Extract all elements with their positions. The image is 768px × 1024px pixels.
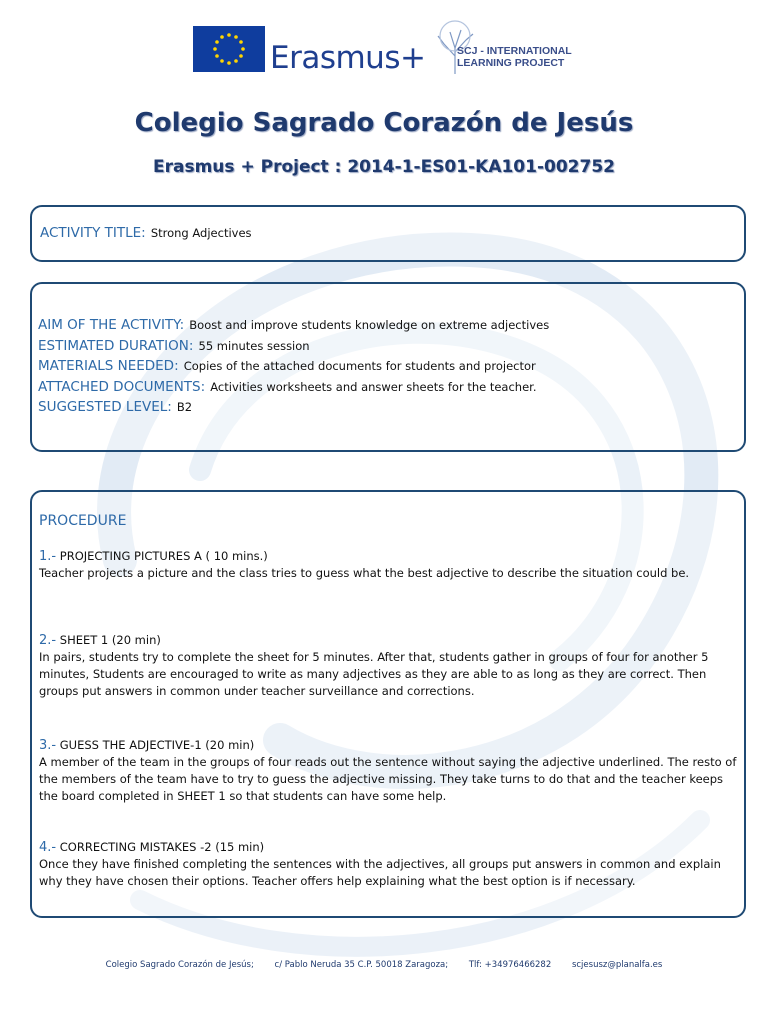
procedure-step-3 — [39, 737, 739, 805]
activity-info-box — [30, 282, 746, 452]
info-value: B2 — [176, 400, 193, 414]
procedure-step-1 — [39, 548, 739, 582]
scj-line-1: SCJ - INTERNATIONAL — [457, 45, 572, 57]
step-number: 3.- — [39, 738, 57, 753]
footer-school: Colegio Sagrado Corazón de Jesús; — [105, 960, 254, 970]
procedure-step-4 — [39, 839, 739, 890]
footer-phone: Tlf: +34976466282 — [468, 960, 552, 970]
step-title: SHEET 1 (20 min) — [59, 633, 161, 647]
page-header — [0, 18, 768, 80]
step-description: Once they have finished completing the sentences with the adjectives, all groups put answers in common and explain why they have chosen their options. Teacher offers help explaining what the best option is if necessary. — [39, 857, 721, 888]
info-row-duration — [38, 335, 549, 356]
erasmus-plus-logo: Erasmus+ — [270, 40, 426, 76]
info-value: 55 minutes session — [198, 338, 310, 353]
step-number: 2.- — [39, 633, 57, 648]
step-description: In pairs, students try to complete the sheet for 5 minutes. After that, students gather in groups of four for another 5 minutes, Students are encouraged to write as many adjectives as they are able to as long as they are correct. Then groups put answers in common under teacher surveillance and corrections. — [39, 650, 709, 698]
activity-title-box — [30, 205, 746, 262]
info-label: AIM OF THE ACTIVITY: — [38, 317, 185, 333]
eu-flag-logo — [193, 26, 265, 72]
procedure-title: PROCEDURE — [39, 513, 127, 529]
page-footer — [0, 960, 768, 970]
activity-title-line — [40, 222, 252, 241]
step-title: GUESS THE ADJECTIVE-1 (20 min) — [59, 738, 255, 752]
step-heading — [39, 737, 739, 754]
step-heading — [39, 839, 739, 856]
info-label: ESTIMATED DURATION: — [38, 337, 194, 354]
info-value: Copies of the attached documents for students and projector — [183, 359, 536, 373]
procedure-box — [30, 490, 746, 918]
info-row-materials — [38, 355, 549, 376]
activity-title-value: Strong Adjectives — [150, 226, 252, 240]
procedure-step-2 — [39, 632, 739, 700]
info-row-aim — [38, 314, 549, 335]
project-code: Erasmus + Project : 2014-1-ES01-KA101-002752 — [153, 157, 615, 177]
info-label: ATTACHED DOCUMENTS: — [38, 378, 206, 395]
footer-email[interactable]: scjesusz@planalfa.es — [571, 960, 663, 970]
step-number: 1.- — [39, 549, 57, 564]
school-title: Colegio Sagrado Corazón de Jesús — [134, 108, 634, 138]
info-row-level — [38, 396, 549, 417]
step-title: PROJECTING PICTURES A ( 10 mins.) — [59, 549, 268, 563]
scj-project-logo-text — [457, 45, 572, 69]
activity-title-label: ACTIVITY TITLE: — [40, 225, 146, 241]
eu-stars-icon — [193, 26, 265, 72]
step-heading — [39, 548, 739, 565]
info-label: SUGGESTED LEVEL: — [38, 399, 172, 415]
step-title: CORRECTING MISTAKES -2 (15 min) — [59, 840, 265, 854]
activity-info-list — [38, 314, 549, 417]
info-row-attached — [38, 376, 549, 397]
step-description: Teacher projects a picture and the class tries to guess what the best adjective to describe the situation could be. — [39, 566, 690, 580]
step-description: A member of the team in the groups of four reads out the sentence without saying the adjective underlined. The resto of the members of the team have to try to guess the adjective missing. They take turns to do that and the teacher keeps the board completed in SHEET 1 so that students can have some help. — [39, 755, 737, 803]
info-label: MATERIALS NEEDED: — [38, 358, 179, 374]
step-heading — [39, 632, 739, 649]
footer-address: c/ Pablo Neruda 35 C.P. 50018 Zaragoza; — [274, 960, 449, 970]
scj-line-2: LEARNING PROJECT — [457, 57, 565, 69]
info-value: Activities worksheets and answer sheets for the teacher. — [210, 379, 537, 394]
info-value: Boost and improve students knowledge on extreme adjectives — [189, 318, 550, 332]
step-number: 4.- — [39, 840, 57, 855]
